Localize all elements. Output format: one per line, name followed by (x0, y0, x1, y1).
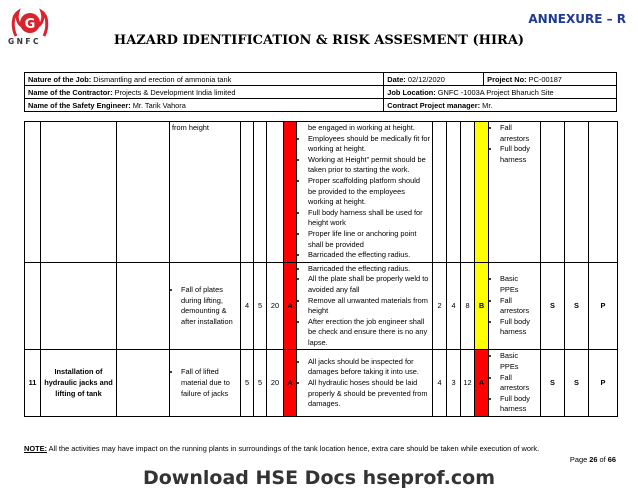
risk-level-cell (284, 122, 297, 263)
svg-text:G: G (24, 17, 36, 32)
risk-cell (267, 122, 284, 263)
probability-cell: 5 (254, 262, 267, 350)
control-item: • Remove all unwanted materials from height (308, 296, 430, 317)
control-item: • After erection the job engineer shall be check and ensure there is no any lapse. (308, 317, 430, 349)
engineer-label: Name of the Safety Engineer: (28, 100, 131, 110)
annexure-label: ANNEXURE – R (528, 12, 626, 26)
contractor-value: Projects & Development India limited (114, 87, 236, 97)
residual-severity-cell: 2 (433, 262, 447, 350)
col-x3-cell: P (589, 262, 618, 350)
date-label: Date: (387, 74, 406, 84)
project-cell (484, 73, 617, 86)
ppe-list (491, 274, 538, 338)
risk-cell: 20 (267, 350, 284, 417)
hazard-cell (170, 262, 241, 350)
note-text: All the activities may have impact on the running plants in surroundings of the tank location hence, extra care should be taken while execution of work. (47, 444, 540, 453)
hazard-cell: from height (170, 122, 241, 263)
residual-probability-cell (447, 122, 461, 263)
residual-level-cell: B (475, 262, 489, 350)
controls-list (299, 357, 430, 410)
hazard-cell (170, 350, 241, 417)
ppe-list (491, 351, 538, 415)
project-label: Project No: (487, 74, 527, 84)
col-x3-cell (589, 122, 618, 263)
severity-cell: 4 (241, 262, 254, 350)
risk-level-cell: A (284, 350, 297, 417)
controls-list (299, 264, 430, 349)
probability-cell: 5 (254, 350, 267, 417)
col-x2-cell: S (565, 262, 589, 350)
col-x2-cell (565, 122, 589, 263)
manager-label: Contract Project manager: (387, 100, 481, 110)
project-value: PC-00187 (528, 74, 562, 84)
job-cell (25, 73, 384, 86)
residual-probability-cell: 3 (447, 350, 461, 417)
engineer-cell (25, 99, 384, 112)
activity-cell (41, 122, 117, 263)
residual-risk-cell: 12 (461, 350, 475, 417)
probability-cell (254, 122, 267, 263)
control-continued: be engaged in working at height. (308, 123, 415, 132)
manager-cell (384, 99, 617, 112)
residual-risk-cell (461, 122, 475, 263)
sub-activity-cell (117, 122, 170, 263)
control-item: • Barricaded the effecting radius. (308, 250, 430, 261)
ppe-item: • Full body harness (500, 317, 538, 338)
info-row-engineer (25, 99, 617, 112)
col-x2-cell: S (565, 350, 589, 417)
manager-value: Mr. (482, 100, 493, 110)
contractor-label: Name of the Contractor: (28, 87, 113, 97)
job-label: Nature of the Job: (28, 74, 92, 84)
location-value: GNFC -1003A Project Bharuch Site (437, 87, 554, 97)
activity-cell: Installation of hydraulic jacks and lifting of tank (41, 350, 117, 417)
ppe-item: • Fall arrestors (500, 373, 538, 394)
residual-severity-cell (433, 122, 447, 263)
hira-row (25, 262, 618, 350)
residual-risk-cell: 8 (461, 262, 475, 350)
ppe-cell (489, 262, 541, 350)
job-value: Dismantling and erection of ammonia tank (93, 74, 232, 84)
contractor-cell (25, 86, 384, 99)
footer-note (24, 444, 539, 453)
sub-activity-cell (117, 262, 170, 350)
residual-level-cell (475, 122, 489, 263)
controls-cell (297, 350, 433, 417)
controls-list (299, 134, 430, 261)
location-label: Job Location: (387, 87, 436, 97)
ppe-item: • Full body harness (500, 144, 538, 165)
ppe-cell (489, 122, 541, 263)
info-row-job (25, 73, 617, 86)
hazard-list (172, 285, 238, 327)
col-x1-cell (541, 122, 565, 263)
ppe-item: • Basic PPEs (500, 351, 538, 372)
risk-cell: 20 (267, 262, 284, 350)
severity-cell: 5 (241, 350, 254, 417)
ppe-item: • Fall arrestors (500, 296, 538, 317)
residual-level-cell: A (475, 350, 489, 417)
sr-cell: 11 (25, 350, 41, 417)
col-x1-cell: S (541, 262, 565, 350)
hira-row (25, 122, 618, 263)
download-banner[interactable]: Download HSE Docs hseprof.com (142, 467, 495, 489)
residual-severity-cell: 4 (433, 350, 447, 417)
control-item: • Working at Height” permit should be taken prior to starting the work. (308, 155, 430, 176)
note-label: NOTE: (24, 444, 47, 453)
ppe-list (491, 123, 538, 165)
control-item: • All hydraulic hoses should be laid properly & should be prevented from damages. (308, 378, 430, 410)
control-item: • All jacks should be inspected for damages before taking it into use. (308, 357, 430, 378)
col-x3-cell: P (589, 350, 618, 417)
hazard-list (172, 367, 238, 399)
job-info-table (24, 72, 617, 112)
hazard-item: • Fall of plates during lifting, demounting & after installation (181, 285, 238, 327)
controls-cell (297, 122, 433, 263)
controls-cell (297, 262, 433, 350)
document-title: HAZARD IDENTIFICATION & RISK ASSESMENT (HIRA) (113, 33, 525, 48)
page-number (570, 455, 616, 464)
control-item: • Proper scaffolding platform should be provided to the employees working at height. (308, 176, 430, 208)
engineer-value: Mr. Tarik Vahora (132, 100, 186, 110)
sr-cell (25, 262, 41, 350)
ppe-item: • Fall arrestors (500, 123, 538, 144)
info-row-contractor (25, 86, 617, 99)
ppe-item: • Basic PPEs (500, 274, 538, 295)
control-item: • Full body harness shall be used for height work (308, 208, 430, 229)
residual-probability-cell: 4 (447, 262, 461, 350)
location-cell (384, 86, 617, 99)
sr-cell (25, 122, 41, 263)
hira-table (24, 121, 618, 417)
date-value: 02/12/2020 (407, 74, 445, 84)
ppe-item: • Full body harness (500, 394, 538, 415)
control-item: • Barricaded the effecting radius. (308, 264, 430, 275)
page-of: of (597, 455, 608, 464)
page-total: 66 (607, 455, 616, 464)
sub-activity-cell (117, 350, 170, 417)
col-x1-cell: S (541, 350, 565, 417)
control-item: • Employees should be medically fit for working at height. (308, 134, 430, 155)
control-item: • All the plate shall be properly weld to avoided any fall (308, 274, 430, 295)
risk-level-cell: A (284, 262, 297, 350)
severity-cell (241, 122, 254, 263)
hira-row (25, 350, 618, 417)
control-item: • Proper life line or anchoring point shall be provided (308, 229, 430, 250)
page-label: Page (569, 455, 590, 464)
logo-text: GNFC (8, 37, 42, 46)
page-current: 26 (589, 455, 598, 464)
activity-cell (41, 262, 117, 350)
date-cell (384, 73, 484, 86)
ppe-cell (489, 350, 541, 417)
hazard-item: • Fall of lifted material due to failure of jacks (181, 367, 238, 399)
